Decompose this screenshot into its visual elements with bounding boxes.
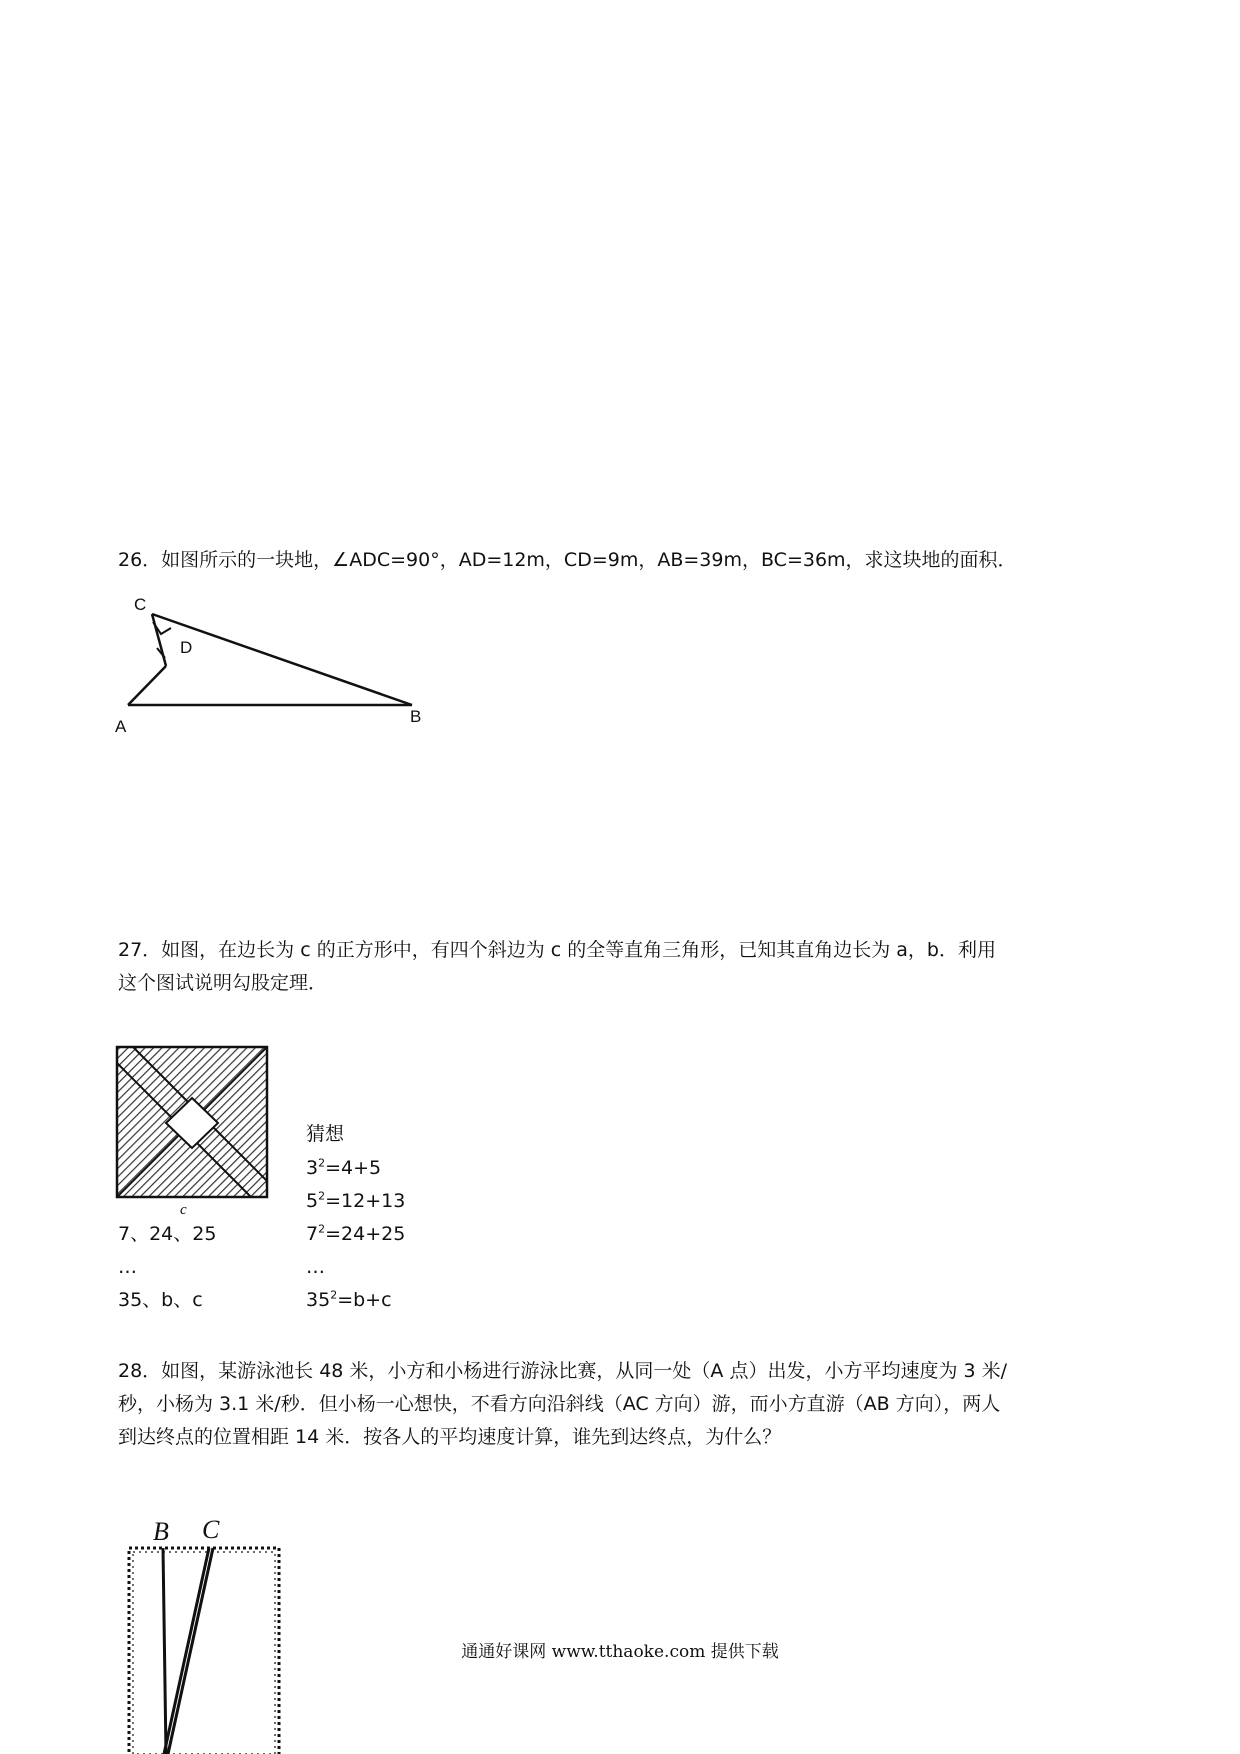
q27-line-1: 27．如图，在边长为 c 的正方形中，有四个斜边为 c 的全等直角三角形，已知其直角边长为 a，b．利用: [118, 939, 996, 961]
equation-2: $5^2=12+13$: [306, 1189, 406, 1212]
equation-1: $3^2=4+5$: [306, 1156, 382, 1179]
equation-3: $7^2=24+25$: [306, 1222, 406, 1245]
label-c: C: [134, 595, 147, 614]
pool-label-b: B: [153, 1517, 169, 1546]
equation-ellipsis: …: [306, 1256, 325, 1278]
q28-line-3: 到达终点的位置相距 14 米．按各人的平均速度计算，谁先到达终点，为什么？: [118, 1426, 782, 1448]
equation-4: $35^2=b+c$: [306, 1288, 392, 1311]
q27-line-2: 这个图试说明勾股定理．: [118, 972, 328, 994]
footer-source: 通通好课网 www.tthaoke.com 提供下载: [461, 1642, 779, 1662]
label-d: D: [180, 638, 193, 657]
triple-2: 35、b、c: [118, 1289, 203, 1311]
pool-label-c: C: [202, 1515, 220, 1544]
question-26-text: 26．如图所示的一块地，∠ADC=90°，AD=12m，CD=9m，AB=39m，BC=36m，求这块地的面积．: [118, 549, 1017, 571]
question-27-text: [118, 934, 1128, 1000]
triple-1: 7、24、25: [118, 1223, 217, 1245]
q26-triangle-figure: [110, 588, 440, 738]
q28-line-2: 秒，小杨为 3.1 米/秒．但小杨一心想快，不看方向沿斜线（AC 方向）游，而小方直游（AB 方向），两人: [118, 1393, 1001, 1415]
q28-line-1: 28．如图，某游泳池长 48 米，小方和小杨进行游泳比赛，从同一处（A 点）出发，小方平均速度为 3 米/: [118, 1360, 1008, 1382]
conjecture-title: 猜想: [306, 1123, 345, 1145]
label-a: A: [115, 717, 127, 736]
q28-pool-figure: [118, 1508, 298, 1754]
square-side-label: c: [180, 1202, 187, 1218]
triple-ellipsis: …: [118, 1256, 137, 1278]
label-b: B: [410, 707, 422, 726]
question-28-text: [118, 1355, 1128, 1454]
q27-square-figure: [114, 1044, 274, 1219]
